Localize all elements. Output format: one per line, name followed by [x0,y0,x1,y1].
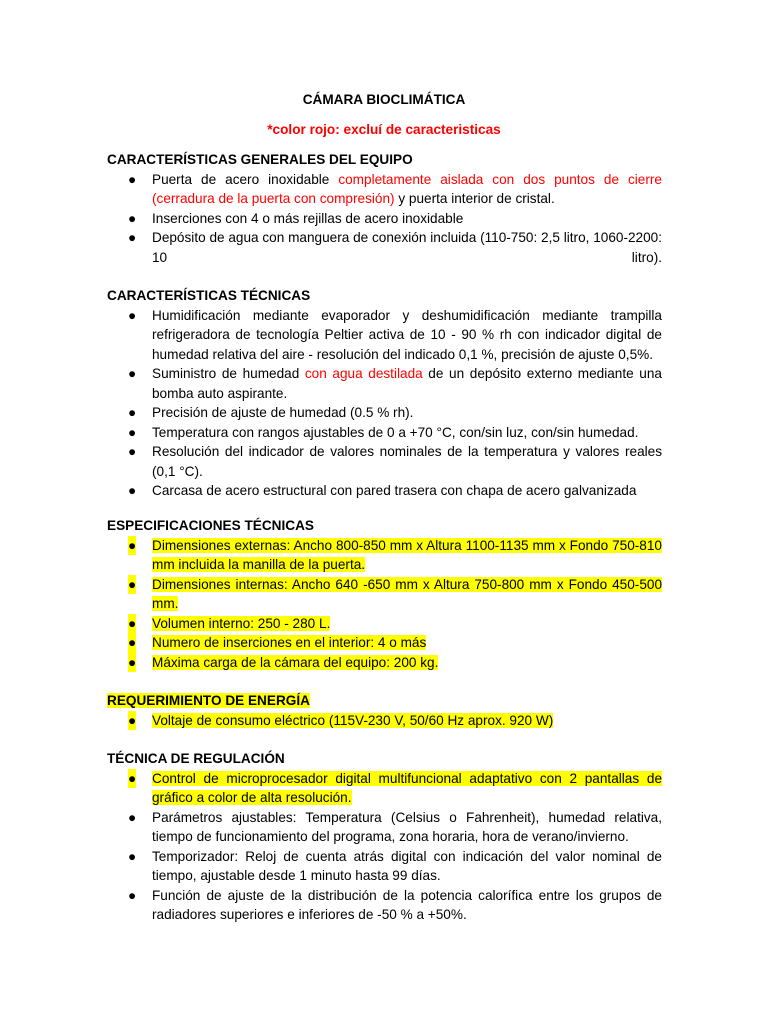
list-item: ● Temperatura con rangos ajustables de 0 a +70 °C, con/sin luz, con/sin humedad. [107,423,662,443]
bullet-icon: ● [128,444,137,459]
list-item: ● Puerta de acero inoxidable completamente aislada con dos puntos de cierre (cerradura de la puerta con compresión) y puerta interior de cristal. [128,171,662,206]
bullet-list [107,536,662,673]
bullet-icon: ● [128,769,136,789]
bullet-icon: ● [128,424,137,440]
list-item: ● Máxima carga de la cámara del equipo: 200 kg. [107,653,662,673]
list-item: ● Suministro de humedad con agua destilada de un depósito externo mediante una bomba auto aspirante. [128,366,662,401]
bullet-list [107,306,662,501]
list-item: ● Control de microprocesador digital multifuncional adaptativo con 2 pantallas de gráfico a color de alta resolución. [128,770,662,805]
list-item: ● Temporizador: Reloj de cuenta atrás digital con indicación del valor nominal de tiempo, ajustable desde 1 minuto hasta 99 días. [128,848,662,883]
bullet-list [107,711,662,731]
bullet-icon: ● [128,575,136,595]
bullet-icon: ● [128,887,137,903]
bullet-icon: ● [128,307,137,323]
section-heading: CARACTERÍSTICAS TÉCNICAS [107,288,311,303]
document-title: CÁMARA BIOCLIMÁTICA [302,92,466,107]
list-item: ● Parámetros ajustables: Temperatura (Celsius o Fahrenheit), humedad relativa, tiempo de funcionamiento del programa, zona horaria, hora de verano/invierno. [128,809,662,844]
bullet-icon: ● [128,230,137,245]
excluded-text: completamente aislada con dos puntos de cierre (cerradura de la puerta con compresión) [152,171,662,206]
section-heading: CARACTERÍSTICAS GENERALES DEL EQUIPO [107,152,413,167]
bullet-icon: ● [128,633,136,653]
list-item: ● Carcasa de acero estructural con pared trasera con chapa de acero galvanizada [107,481,662,501]
list-item: ● Voltaje de consumo eléctrico (115V-230 V, 50/60 Hz aprox. 920 W) [107,711,662,731]
bullet-icon: ● [128,366,137,381]
list-item: ● Humidificación mediante evaporador y deshumidificación mediante trampilla refrigeradora de tecnología Peltier activa de 10 - 90 % rh con indicador digital de humedad relativa del aire - resolución del indicado 0,1 %, precisión de ajuste 0,5%. [128,307,662,362]
bullet-icon: ● [128,848,137,864]
bullet-list [107,769,662,925]
list-item: ● Resolución del indicador de valores nominales de la temperatura y valores reales (0,1 °C). [128,444,662,479]
bullet-list [107,170,662,268]
bullet-icon: ● [128,536,136,556]
section-especificaciones [107,516,662,672]
section-heading: ESPECIFICACIONES TÉCNICAS [107,518,314,533]
bullet-icon: ● [128,653,136,673]
list-item: ● Volumen interno: 250 - 280 L. [107,614,662,634]
list-item: ● Depósito de agua con manguera de conexión incluida (110-750: 2,5 litro, 1060-2200: 10 litro). [128,230,662,265]
bullet-icon: ● [128,711,136,731]
list-item: ● Función de ajuste de la distribución de la potencia calorífica entre los grupos de radiadores superiores e inferiores de -50 % a +50%. [128,887,662,922]
bullet-icon: ● [128,809,137,825]
section-regulacion [107,749,662,925]
list-item: ● Numero de inserciones en el interior: 4 o más [107,633,662,653]
section-heading: TÉCNICA DE REGULACIÓN [107,751,285,766]
color-legend-note: *color rojo: excluí de caracteristicas [267,122,501,137]
list-item: ● Dimensiones externas: Ancho 800-850 mm x Altura 1100-1135 mm x Fondo 750-810 mm incluida la manilla de la puerta. [128,537,662,572]
bullet-icon: ● [128,405,137,420]
section-heading: REQUERIMIENTO DE ENERGÍA [107,693,310,708]
bullet-icon: ● [128,171,137,187]
bullet-icon: ● [128,483,137,498]
bullet-icon: ● [128,210,137,226]
excluded-text: con agua destilada [304,366,423,381]
list-item: ● Dimensiones internas: Ancho 640 -650 mm x Altura 750-800 mm x Fondo 450-500 mm. [128,576,662,611]
bullet-icon: ● [128,614,136,634]
section-energia [107,691,662,730]
section-tecnicas [107,286,662,501]
section-general [107,150,662,267]
list-item: ● Precisión de ajuste de humedad (0.5 % rh). [107,403,662,423]
list-item: ● Inserciones con 4 o más rejillas de acero inoxidable [107,209,662,229]
